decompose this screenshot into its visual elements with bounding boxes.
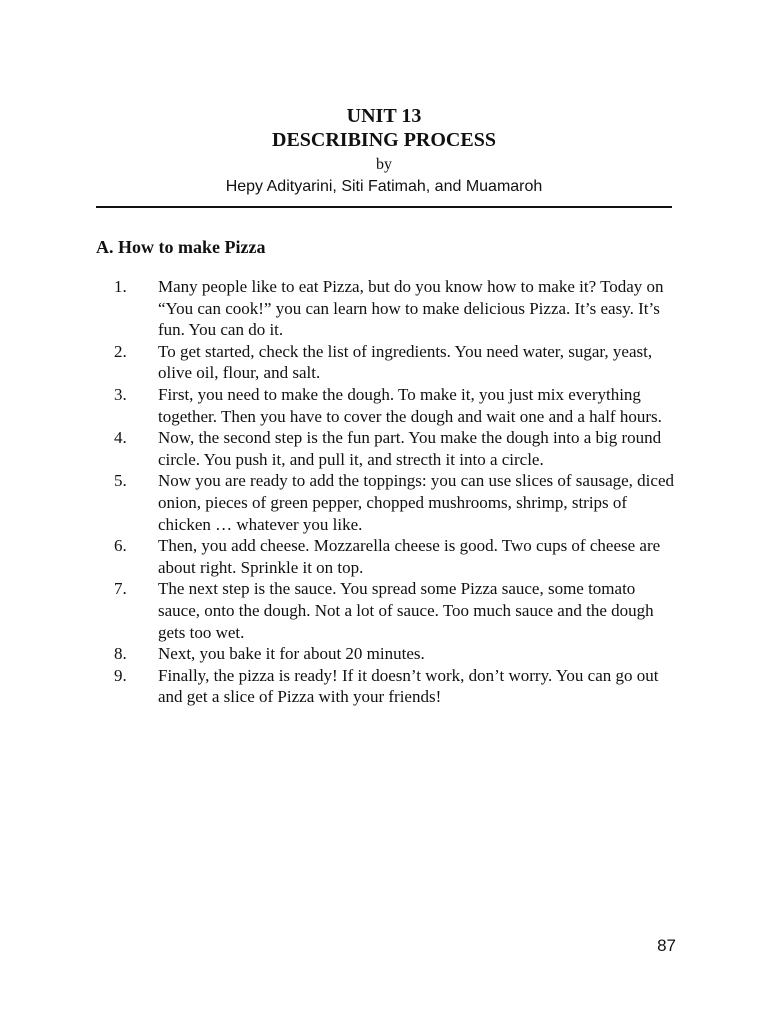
list-item — [114, 643, 674, 665]
step-number: 9. — [114, 665, 127, 685]
step-text: The next step is the sauce. You spread some Pizza sauce, some tomato sauce, onto the dough. Not a lot of sauce. Too much sauce and the dough gets too wet. — [158, 579, 654, 642]
unit-title: UNIT 13 — [346, 105, 422, 127]
list-item — [114, 470, 674, 535]
section-heading: A. How to make Pizza — [96, 237, 266, 257]
document-title: DESCRIBING PROCESS — [272, 129, 496, 151]
list-item — [114, 427, 674, 470]
step-number: 5. — [114, 471, 127, 491]
list-item — [114, 535, 674, 578]
step-number: 8. — [114, 644, 127, 664]
steps-list — [114, 276, 674, 708]
header-divider — [96, 206, 672, 208]
list-item — [114, 665, 674, 708]
step-text: Now you are ready to add the toppings: you can use slices of sausage, diced onion, pieces of green pepper, chopped mushrooms, shrimp, strips of chicken … whatever you like. — [158, 471, 674, 534]
step-text: Next, you bake it for about 20 minutes. — [158, 644, 425, 664]
step-text: Then, you add cheese. Mozzarella cheese is good. Two cups of cheese are about right. Sprinkle it on top. — [158, 536, 661, 577]
step-number: 3. — [114, 384, 127, 404]
step-number: 2. — [114, 341, 127, 361]
page-number: 87 — [657, 936, 676, 955]
step-number: 4. — [114, 428, 127, 448]
step-text: Finally, the pizza is ready! If it doesn’t work, don’t worry. You can go out and get a slice of Pizza with your friends! — [158, 665, 659, 707]
step-number: 1. — [114, 277, 127, 296]
step-number: 6. — [114, 536, 127, 556]
list-item — [114, 578, 674, 643]
list-item — [114, 276, 674, 341]
step-text: Now, the second step is the fun part. You make the dough into a big round circle. You push it, and pull it, and strecth it into a circle. — [158, 428, 662, 469]
authors-line: Hepy Adityarini, Siti Fatimah, and Muamaroh — [225, 178, 543, 195]
step-text: First, you need to make the dough. To make it, you just mix everything together. Then you have to cover the dough and wait one and a half hours. — [158, 384, 662, 426]
list-item — [114, 384, 674, 427]
step-text: Many people like to eat Pizza, but do you know how to make it? Today on “You can cook!” you can learn how to make delicious Pizza. It’s easy. It’s fun. You can do it. — [158, 277, 664, 340]
by-line: by — [376, 156, 392, 173]
list-item — [114, 341, 674, 384]
step-number: 7. — [114, 579, 127, 599]
step-text: To get started, check the list of ingredients. You need water, sugar, yeast, olive oil, flour, and salt. — [158, 341, 653, 383]
document-header — [0, 104, 768, 197]
